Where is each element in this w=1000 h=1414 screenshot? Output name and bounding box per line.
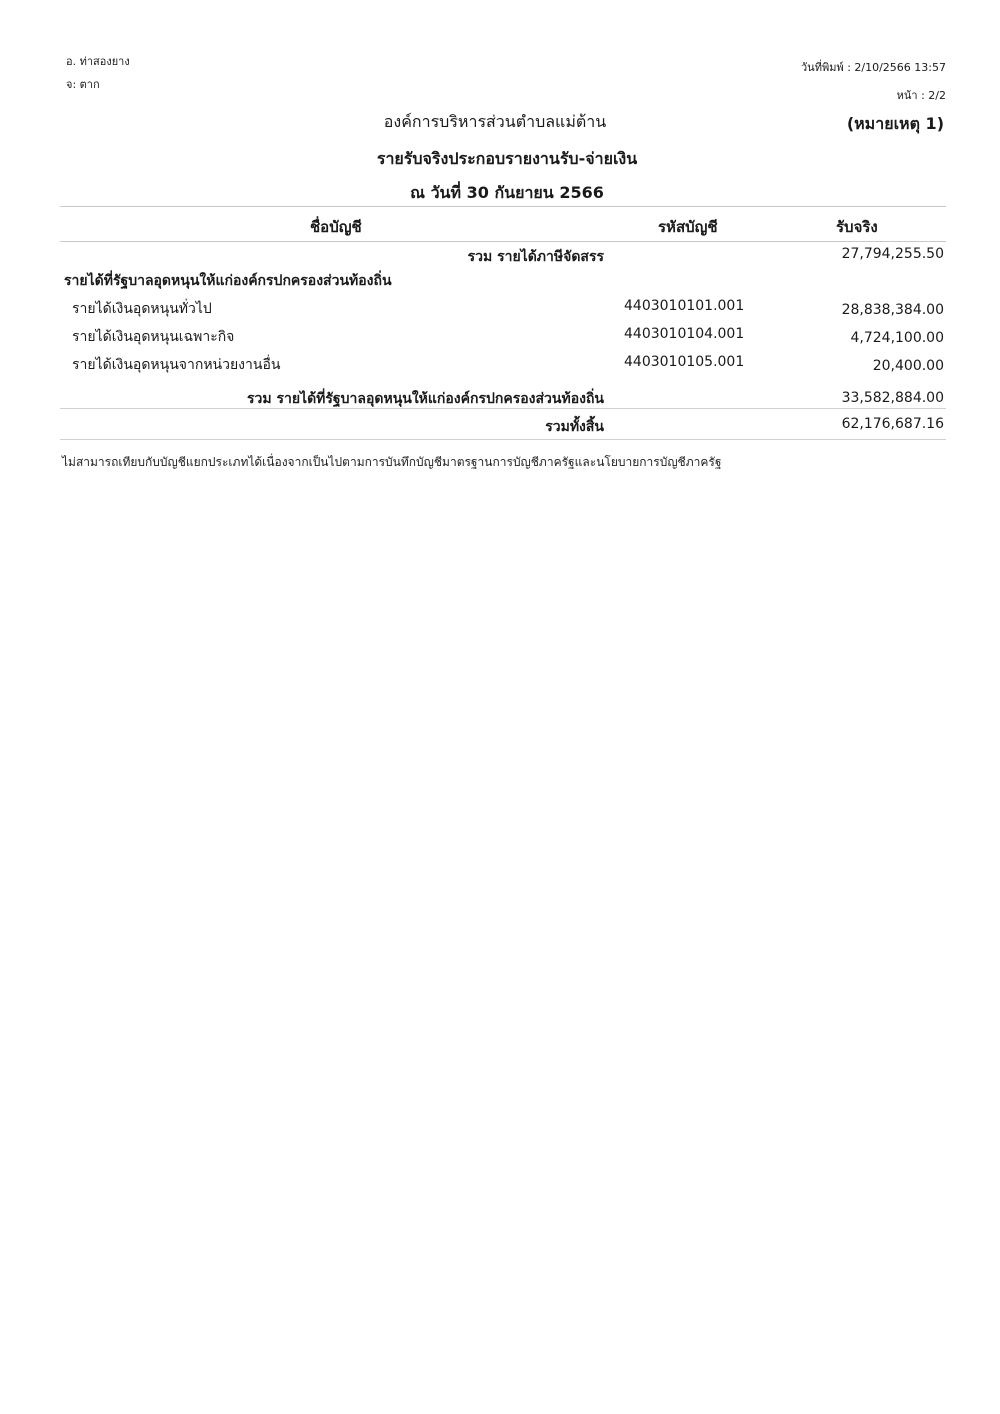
grand-total-amount: 62,176,687.16 — [841, 416, 944, 432]
table-header — [60, 206, 946, 242]
allocated-tax-total-amount: 27,794,255.50 — [841, 246, 944, 262]
account-amount: 28,838,384.00 — [841, 302, 944, 318]
subsidy-heading: รายได้ที่รัฐบาลอุดหนุนให้แก่องค์กรปกครองส่วนท้องถิ่น — [64, 273, 392, 289]
column-header-name: ชื่อบัญชี — [310, 218, 362, 236]
account-name: รายได้เงินอุดหนุนจากหน่วยงานอื่น — [72, 357, 281, 373]
subsidy-total-label: รวม รายได้ที่รัฐบาลอุดหนุนให้แก่องค์กรปกครองส่วนท้องถิ่น — [246, 391, 604, 407]
subsidy-total-row — [60, 384, 946, 410]
account-code: 4403010101.001 — [624, 298, 745, 314]
grand-total-label: รวมทั้งสิ้น — [545, 419, 604, 435]
column-header-code: รหัสบัญชี — [658, 218, 718, 236]
divider — [60, 439, 946, 440]
grand-total-row — [60, 412, 946, 438]
account-amount: 4,724,100.00 — [850, 330, 944, 346]
report-date: ณ วันที่ 30 กันยายน 2566 — [410, 183, 604, 202]
table-row — [60, 350, 946, 376]
table-row — [60, 322, 946, 348]
report-title: รายรับจริงประกอบรายงานรับ-จ่ายเงิน — [376, 149, 638, 168]
organization-name: องค์การบริหารส่วนตำบลแม่ต้าน — [383, 112, 607, 131]
allocated-tax-total-label: รวม รายได้ภาษีจัดสรร — [467, 249, 604, 265]
divider — [60, 408, 946, 409]
subsidy-heading-row — [60, 266, 946, 292]
subsidy-total-amount: 33,582,884.00 — [841, 390, 944, 406]
account-code: 4403010105.001 — [624, 354, 745, 370]
account-name: รายได้เงินอุดหนุนทั่วไป — [72, 301, 212, 317]
account-amount: 20,400.00 — [872, 358, 944, 374]
account-code: 4403010104.001 — [624, 326, 745, 342]
allocated-tax-total-row — [60, 242, 946, 268]
account-name: รายได้เงินอุดหนุนเฉพาะกิจ — [72, 329, 235, 345]
column-header-amount: รับจริง — [836, 218, 878, 236]
table-row — [60, 294, 946, 320]
province-label: จ: ตาก — [66, 78, 100, 91]
district-label: อ. ท่าสองยาง — [66, 55, 130, 68]
footnote: ไม่สามารถเทียบกับบัญชีแยกประเภทได้เนื่องจากเป็นไปตามการบันทึกบัญชีมาตรฐานการบัญชีภาครัฐและนโยบายการบัญชีภาครัฐ — [62, 455, 722, 469]
print-date: วันที่พิมพ์ : 2/10/2566 13:57 — [801, 61, 946, 74]
page-number: หน้า : 2/2 — [896, 89, 946, 102]
note-tag: (หมายเหตุ 1) — [846, 114, 944, 133]
